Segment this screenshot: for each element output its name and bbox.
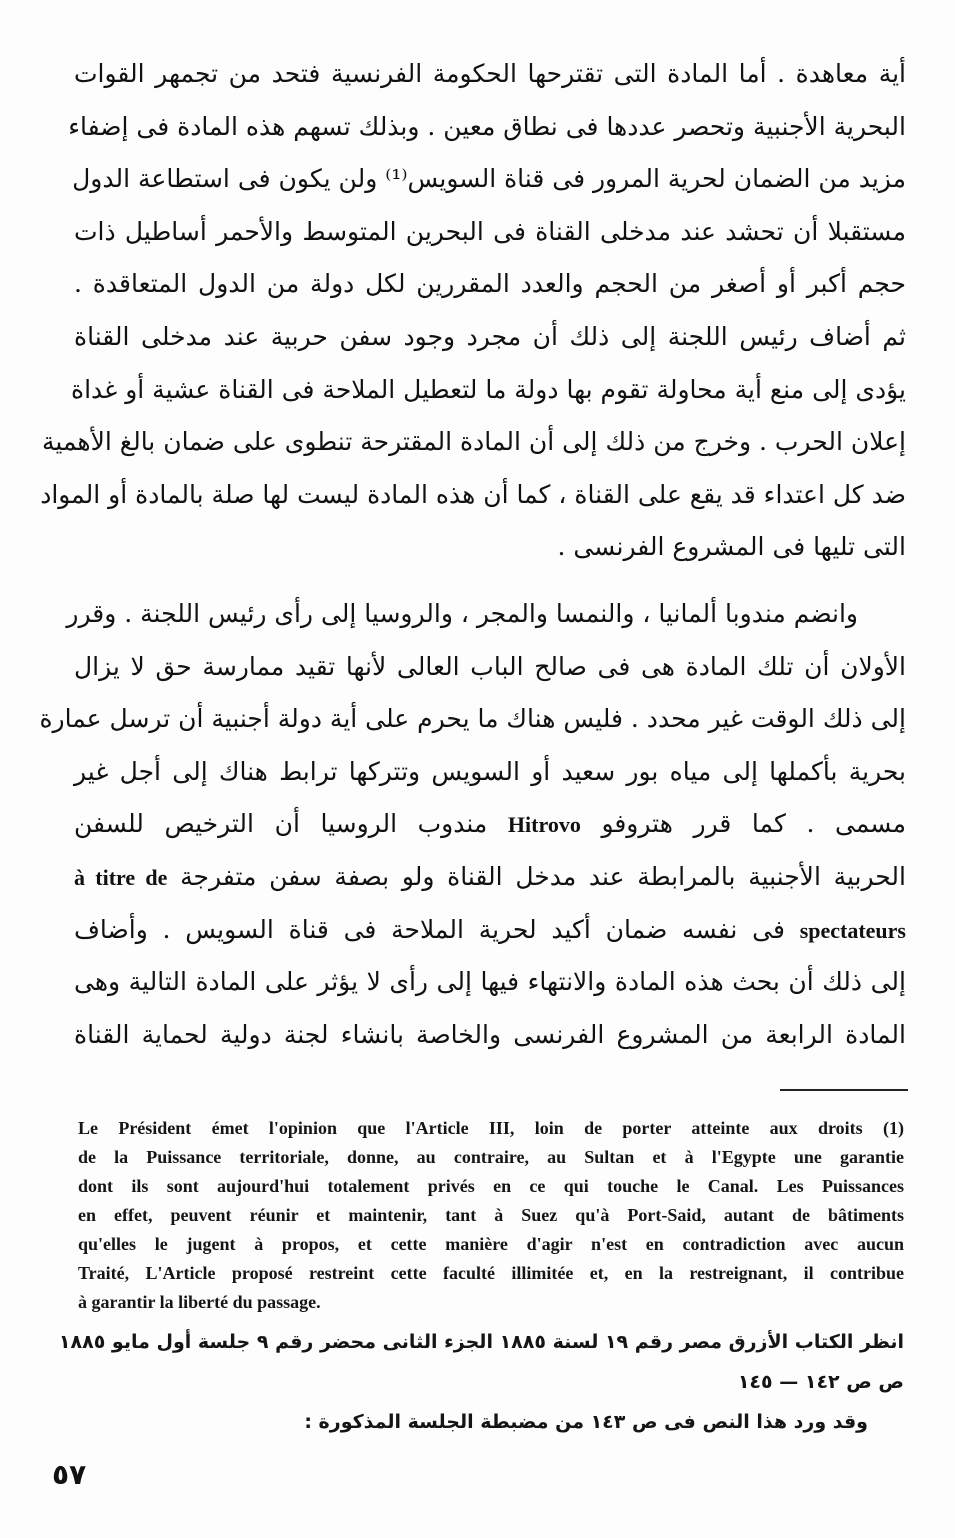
- text-line: يؤدى إلى منع أية محاولة تقوم بها دولة ما لتعطيل الملاحة فى القناة عشية أو غداة: [71, 374, 906, 404]
- text-segment: فى نفسه ضمان أكيد لحرية الملاحة فى قناة السويس . وأضاف: [74, 914, 785, 944]
- text-segment: الحربية الأجنبية بالمرابطة عند مدخل القناة ولو بصفة سفن متفرجة: [180, 861, 906, 891]
- footnote-reference: [58, 1322, 904, 1442]
- reference-note: وقد ورد هذا النص فى ص ١٤٣ من مضبطة الجلسة المذكورة :: [304, 1411, 868, 1433]
- text-line: البحرية الأجنبية وتحصر عددها فى نطاق معين . وبذلك تسهم هذه المادة فى إضفاء: [68, 111, 906, 141]
- text-segment: مسمى . كما قرر هتروفو: [601, 809, 907, 839]
- reference-line: انظر الكتاب الأزرق مصر رقم ١٩ لسنة ١٨٨٥ الجزء الثانى محضر رقم ٩ جلسة أول مايو ١٨٨٥: [58, 1331, 904, 1353]
- text-line: إلى ذلك الوقت غير محدد . فليس هناك ما يحرم على أية دولة أجنبية أن ترسل عمارة: [39, 704, 906, 734]
- reference-pages: ص ص ١٤٢ — ١٤٥: [737, 1371, 904, 1393]
- text-line: حجم أكبر أو أصغر من الحجم والعدد المقررين لكل دولة من الدول المتعاقدة .: [74, 269, 906, 299]
- text-line: إعلان الحرب . وخرج من ذلك إلى أن المادة المقترحة تنطوى على ضمان بالغ الأهمية: [42, 427, 906, 457]
- text-line: المادة الرابعة من المشروع الفرنسى والخاصة بانشاء لجنة دولية لحماية القناة: [74, 1019, 906, 1049]
- footnote-line: Le Président émet l'opinion que l'Article III, loin de porter atteinte aux droits (1): [78, 1118, 904, 1138]
- footnote-line: à garantir la liberté du passage.: [78, 1292, 321, 1312]
- text-line: إلى ذلك أن بحث هذه المادة والانتهاء فيها إلى رأى لا يؤثر على المادة التالية وهى: [74, 967, 906, 997]
- text-line: ضد كل اعتداء قد يقع على القناة ، كما أن هذه المادة ليست لها صلة بالمادة أو المواد: [40, 479, 906, 509]
- footnote-divider: [780, 1089, 908, 1091]
- latin-name-hitrovo: Hitrovo: [507, 812, 581, 838]
- text-line: أية معاهدة . أما المادة التى تقترحها الحكومة الفرنسية فتحد من تجمهر القوات: [74, 59, 906, 88]
- footnote-line: dont ils sont aujourd'hui totalement privés en ce qui touche le Canal. Les Puissances: [78, 1176, 904, 1196]
- footnote-line: en effet, peuvent réunir et maintenir, tant à Suez qu'à Port-Said, autant de bâtiments: [78, 1205, 904, 1225]
- main-paragraph-1: [40, 48, 906, 574]
- text-line: ثم أضاف رئيس اللجنة إلى ذلك أن مجرد وجود سفن حربية عند مدخلى القناة: [74, 321, 906, 351]
- text-line: [74, 798, 906, 851]
- page-number: ٥٧: [52, 1458, 87, 1491]
- text-line: التى تليها فى المشروع الفرنسى .: [557, 532, 906, 562]
- text-segment: مندوب الروسيا أن الترخيص للسفن: [74, 809, 488, 839]
- footnote-line: qu'elles le jugent à propos, et cette manière d'agir n'est en contradiction avec aucun: [78, 1234, 904, 1254]
- text-line: بحرية بأكملها إلى مياه بور سعيد أو السويس وتتركها ترابط هناك إلى أجل غير: [74, 756, 906, 786]
- text-line: [74, 851, 906, 904]
- main-paragraph-2: [39, 588, 907, 1061]
- text-line: الأولان أن تلك المادة هى فى صالح الباب العالى لأنها تقيد ممارسة حق لا يزال: [74, 651, 906, 681]
- footnote-line: de la Puissance territoriale, donne, au contraire, au Sultan et à l'Egypte une garantie: [78, 1147, 904, 1167]
- text-line: [74, 904, 906, 957]
- latin-phrase: spectateurs: [799, 917, 906, 943]
- text-line: مستقبلا أن تحشد عند مدخلى القناة فى البحرين المتوسط والأحمر أساطيل ذات: [74, 216, 906, 246]
- footnote-french-quote: [78, 1114, 904, 1317]
- latin-phrase: à titre de: [74, 864, 168, 890]
- footnote-line: Traité, L'Article proposé restreint cette faculté illimitée et, en la restreignant, il contribue: [78, 1263, 904, 1283]
- text-line: وانضم مندوبا ألمانيا ، والنمسا والمجر ، والروسيا إلى رأى رئيس اللجنة . وقرر: [66, 599, 858, 628]
- text-line: مزيد من الضمان لحرية المرور فى قناة السويس⁽¹⁾ ولن يكون فى استطاعة الدول: [72, 164, 906, 194]
